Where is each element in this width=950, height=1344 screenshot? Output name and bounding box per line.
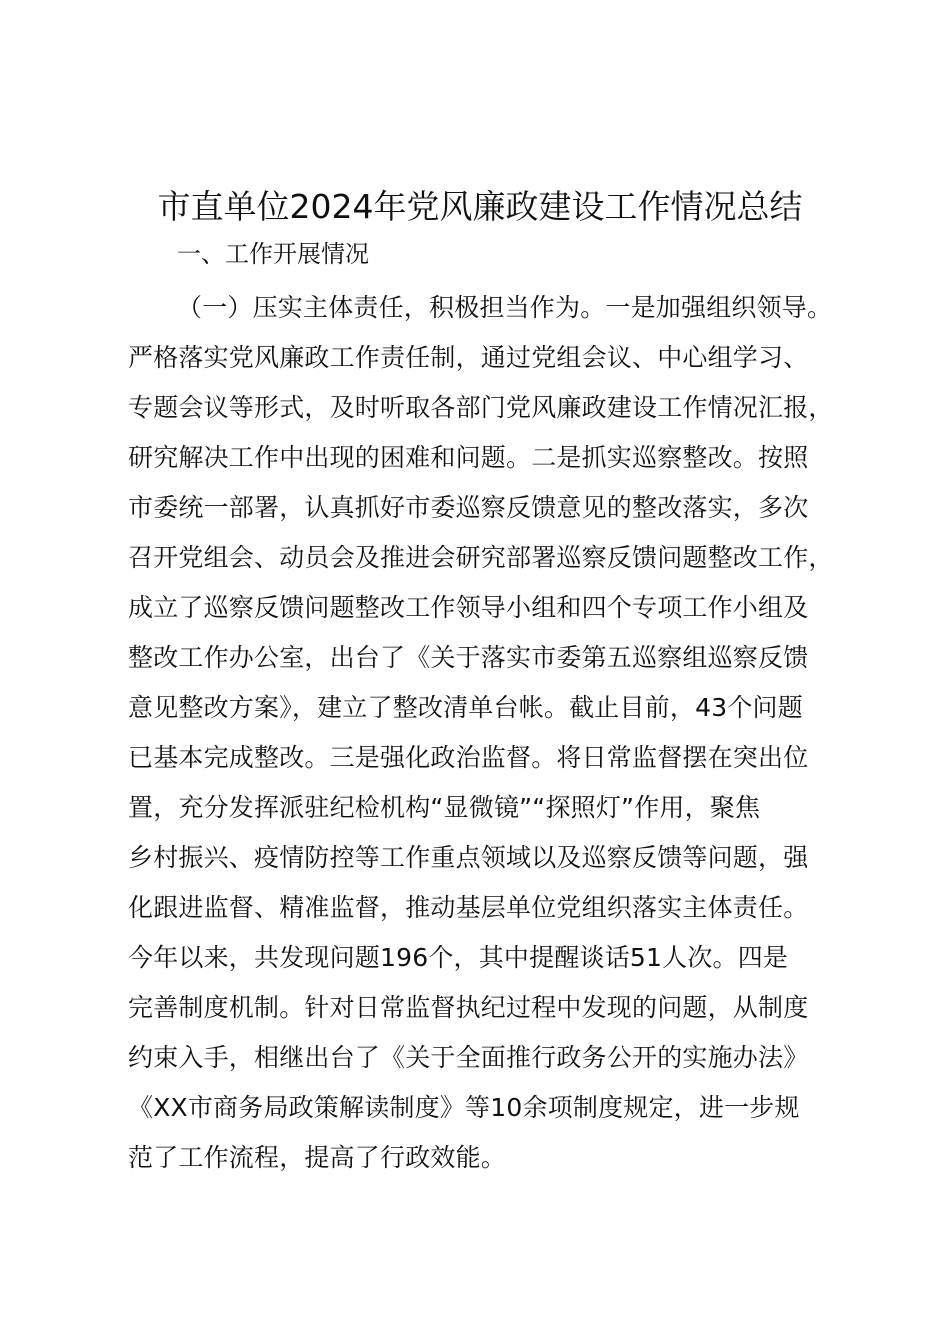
paragraph-line: 已基本完成整改。三是强化政治监督。将日常监督摆在突出位 [128, 743, 809, 772]
paragraph-line: 市委统一部署，认真抓好市委巡察反馈意见的整改落实，多次 [128, 493, 809, 522]
paragraph-line: 意见整改方案》，建立了整改清单台帐。截止目前，43个问题 [128, 693, 803, 722]
paragraph-line: 乡村振兴、疫情防控等工作重点领域以及巡察反馈等问题，强 [128, 843, 809, 872]
document-title: 市直单位2024年党风廉政建设工作情况总结 [157, 187, 803, 226]
paragraph-line: 《XX市商务局政策解读制度》等10余项制度规定，进一步规 [128, 1093, 800, 1122]
paragraph-line: 成立了巡察反馈问题整改工作领导小组和四个专项工作小组及 [128, 593, 809, 622]
paragraph-line: 约束入手，相继出台了《关于全面推行政务公开的实施办法》 [128, 1043, 809, 1072]
paragraph-line: 完善制度机制。针对日常监督执纪过程中发现的问题，从制度 [128, 993, 809, 1022]
paragraph-line: 召开党组会、动员会及推进会研究部署巡察反馈问题整改工作， [128, 543, 834, 572]
paragraph-line: 研究解决工作中出现的困难和问题。二是抓实巡察整改。按照 [128, 443, 809, 472]
paragraph-line: 整改工作办公室，出台了《关于落实市委第五巡察组巡察反馈 [128, 643, 809, 672]
paragraph-line: 今年以来，共发现问题196个，其中提醒谈话51人次。四是 [128, 943, 789, 972]
paragraph-line: （一）压实主体责任，积极担当作为。一是加强组织领导。 [177, 293, 833, 322]
paragraph-line: 严格落实党风廉政工作责任制，通过党组会议、中心组学习、 [128, 343, 809, 372]
paragraph-line: 范了工作流程，提高了行政效能。 [128, 1143, 507, 1172]
body-paragraph [128, 283, 868, 1183]
paragraph-line: 专题会议等形式，及时听取各部门党风廉政建设工作情况汇报， [128, 393, 834, 422]
paragraph-line: 化跟进监督、精准监督，推动基层单位党组织落实主体责任。 [128, 893, 809, 922]
section-heading: 一、工作开展情况 [177, 240, 369, 268]
paragraph-line: 置，充分发挥派驻纪检机构“显微镜”“探照灯”作用，聚焦 [128, 793, 761, 822]
